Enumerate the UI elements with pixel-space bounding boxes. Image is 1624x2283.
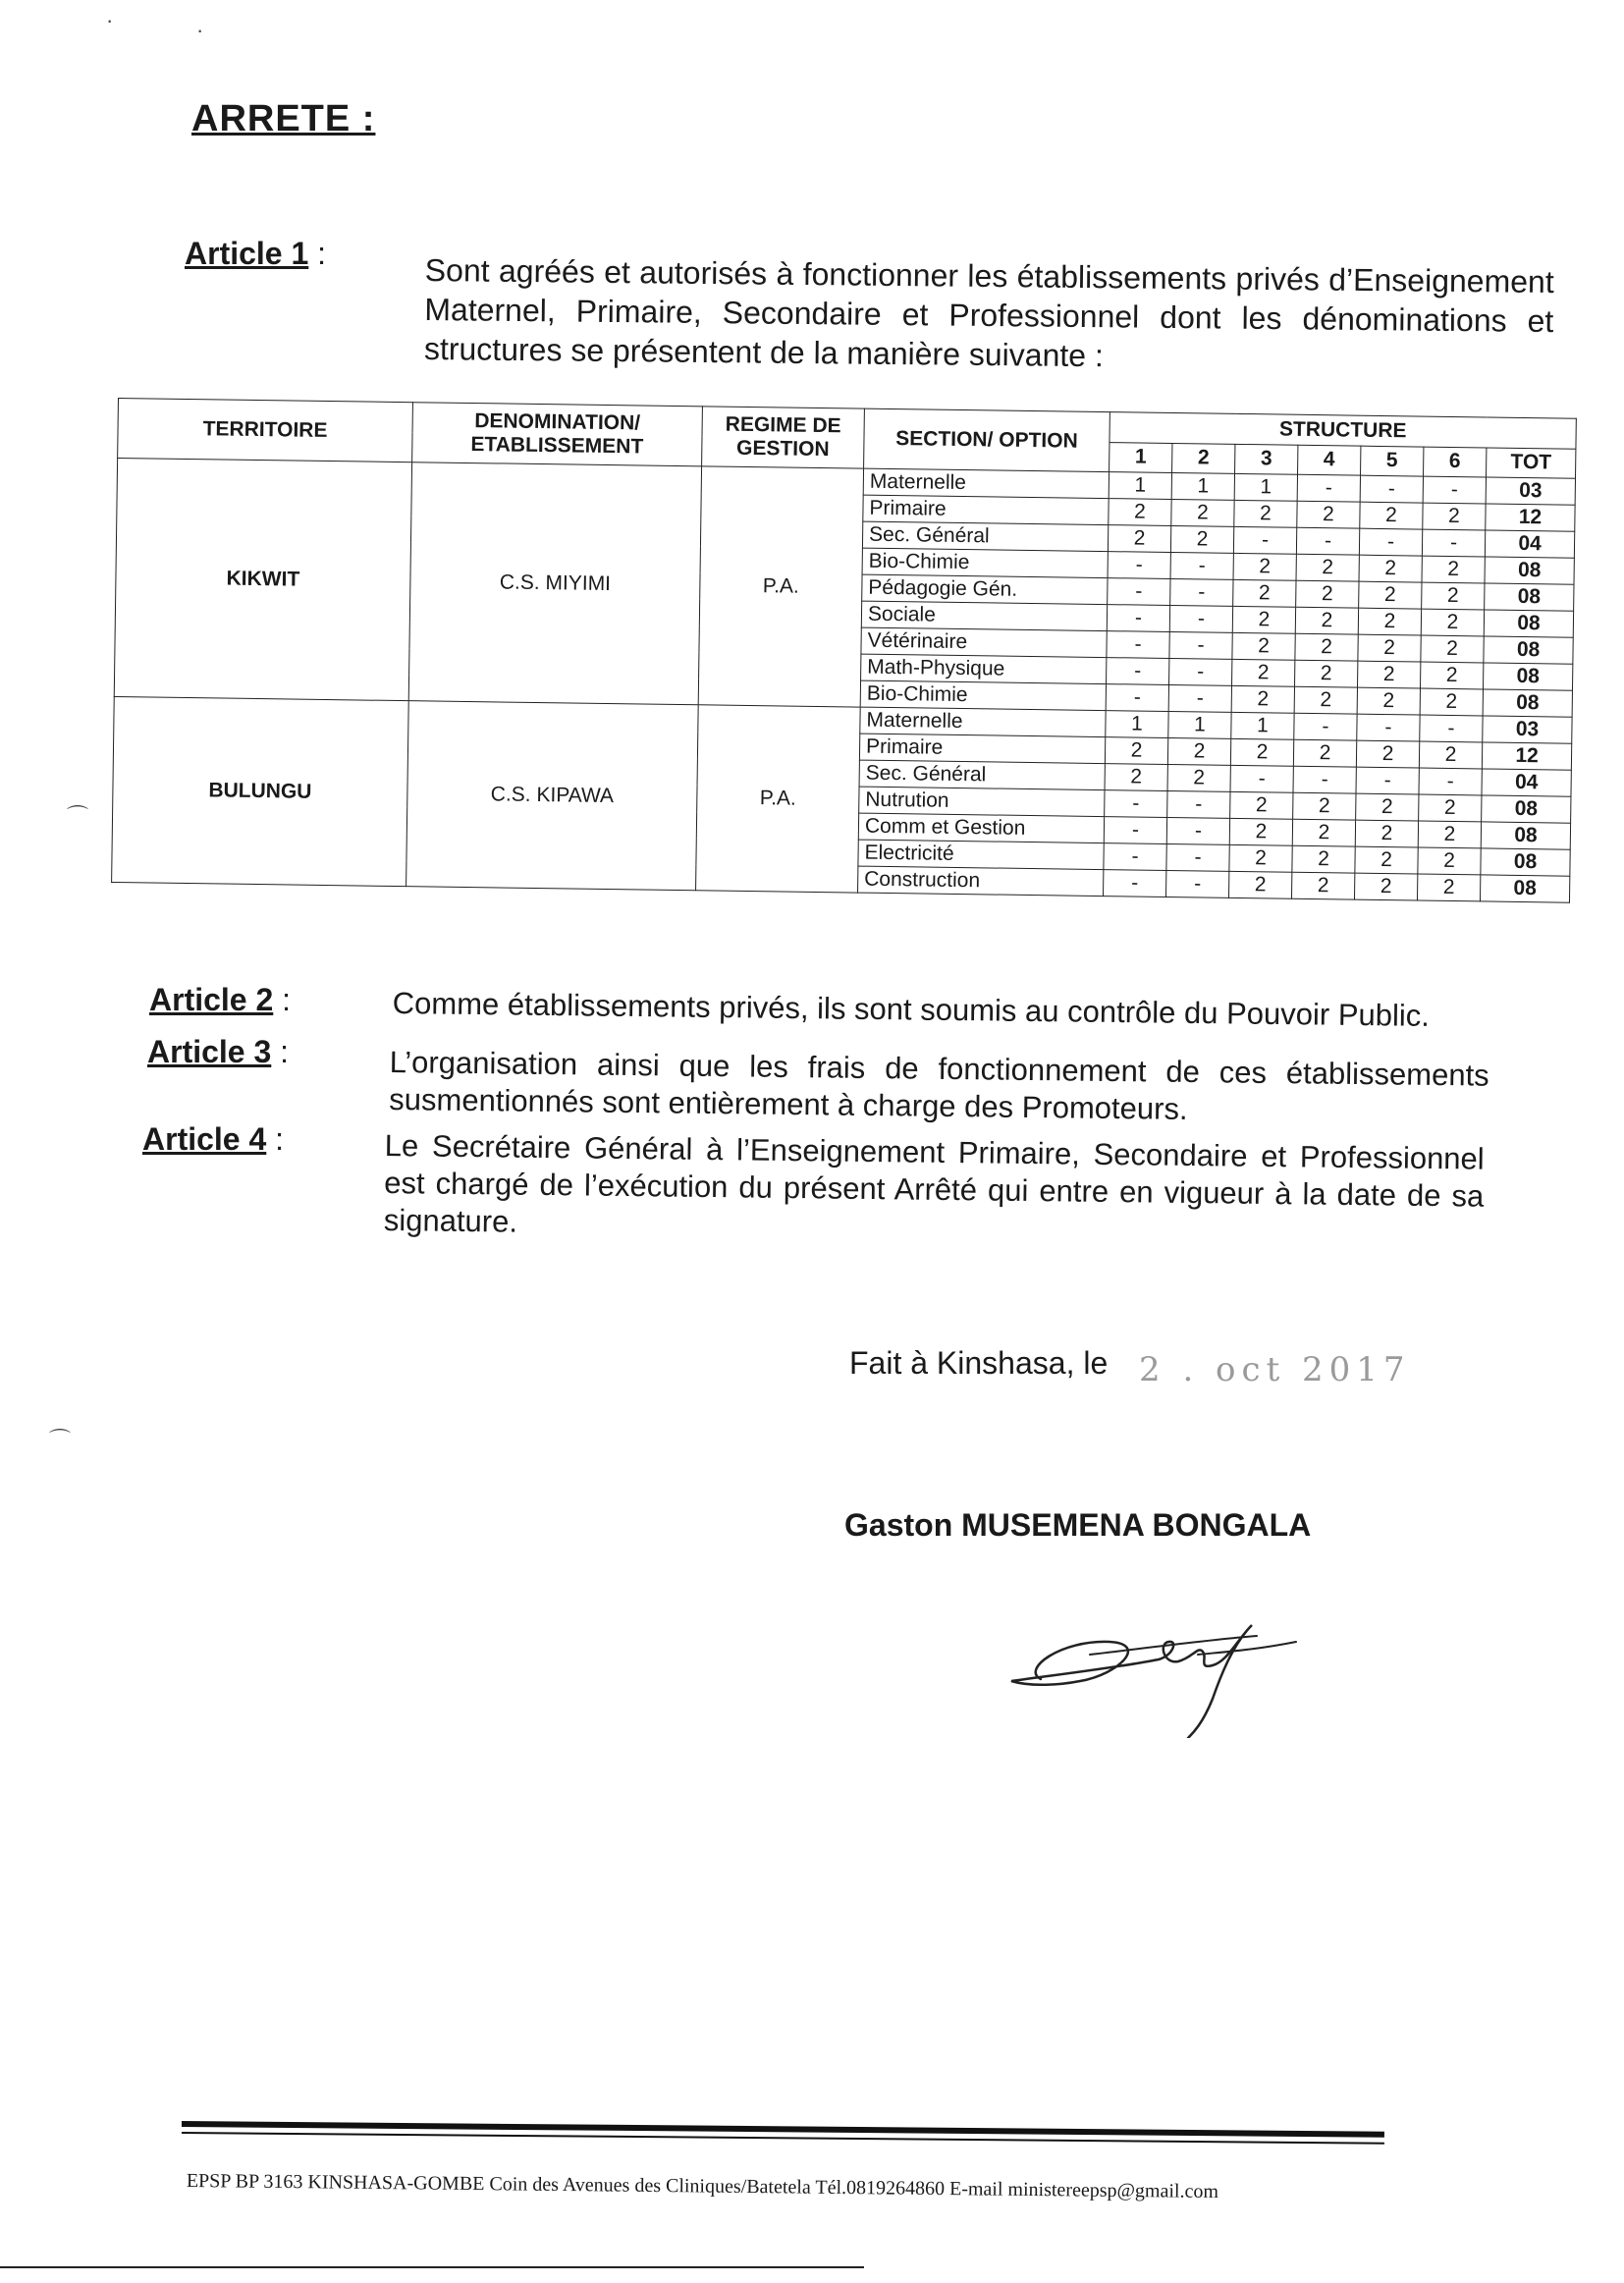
article-4-label (142, 1121, 284, 1158)
structure-cell: 2 (1422, 556, 1485, 583)
structure-cell: 2 (1422, 582, 1485, 610)
structure-cell: 2 (1293, 792, 1356, 820)
article-3-colon: : (271, 1034, 290, 1069)
structure-cell: - (1356, 767, 1419, 794)
structure-cell: 2 (1231, 685, 1294, 713)
structure-cell: 2 (1230, 791, 1293, 819)
structure-cell: - (1106, 684, 1168, 712)
structure-cell: 2 (1170, 525, 1233, 553)
structure-cell: - (1108, 578, 1170, 606)
option-cell: Bio-Chimie (862, 548, 1108, 577)
article-4-text: Le Secrétaire Général à l’Enseignement Primaire, Secondaire et Professionnel est chargé de l’exécution du présent Arrêté qui entre en vigueur à la date de sa signature. (383, 1127, 1485, 1239)
structure-cell: 2 (1359, 555, 1422, 582)
structure-cell: 2 (1171, 499, 1234, 526)
article-2-colon: : (273, 982, 292, 1017)
structure-cell: 2 (1295, 660, 1358, 687)
structure-cell: - (1166, 870, 1229, 897)
footer-address: EPSP BP 3163 KINSHASA-GOMBE Coin des Avenues des Cliniques/Batetela Tél.0819264860 E-mail ministereepsp@gmail.com (186, 2170, 1219, 2203)
header-col-5: 5 (1361, 446, 1424, 476)
structure-cell: - (1166, 817, 1229, 844)
structure-cell: - (1107, 658, 1169, 685)
structure-cell: 2 (1359, 581, 1422, 609)
total-cell: 08 (1481, 848, 1570, 876)
structure-cell: 2 (1421, 609, 1484, 636)
structure-cell: 2 (1418, 821, 1481, 848)
structure-cell: 1 (1109, 472, 1171, 500)
header-col-3: 3 (1235, 444, 1298, 474)
structure-table (111, 398, 1577, 903)
structure-cell: 2 (1358, 661, 1421, 688)
header-territoire: TERRITOIRE (118, 399, 413, 462)
option-cell: Sec. Général (862, 521, 1108, 551)
structure-cell: 2 (1297, 501, 1360, 528)
structure-cell: 2 (1167, 737, 1230, 765)
place-date-line: Fait à Kinshasa, le (849, 1345, 1109, 1381)
header-structure: STRUCTURE (1110, 412, 1576, 449)
structure-cell: 2 (1232, 632, 1295, 660)
regime-cell: P.A. (698, 466, 863, 707)
structure-cell: 2 (1355, 820, 1418, 847)
territoire-cell: KIKWIT (114, 459, 411, 701)
structure-cell: - (1359, 528, 1422, 556)
structure-cell: - (1422, 529, 1485, 557)
structure-cell: - (1297, 474, 1360, 502)
header-section: SECTION/ OPTION (864, 408, 1110, 471)
structure-cell: - (1104, 870, 1166, 897)
structure-cell: 2 (1229, 844, 1292, 872)
structure-cell: - (1107, 605, 1169, 632)
structure-cell: 2 (1419, 741, 1482, 769)
structure-cell: 2 (1419, 794, 1482, 822)
structure-cell: 2 (1296, 580, 1359, 608)
structure-cell: - (1167, 790, 1230, 818)
article-3-title: Article 3 (147, 1034, 272, 1069)
total-cell: 08 (1483, 689, 1572, 717)
article-1-label (185, 236, 326, 272)
header-col-4: 4 (1298, 445, 1361, 475)
option-cell: Electricité (858, 840, 1104, 869)
structure-cell: 2 (1420, 662, 1483, 689)
structure-cell: 2 (1105, 737, 1167, 765)
structure-cell: 2 (1295, 633, 1358, 661)
structure-cell: 2 (1233, 553, 1296, 580)
option-cell: Construction (858, 866, 1104, 896)
structure-cell: 2 (1358, 608, 1421, 635)
header-col-6: 6 (1424, 447, 1487, 477)
total-cell: 03 (1486, 477, 1575, 505)
total-cell: 08 (1485, 583, 1574, 611)
punch-mark: ⌒ (67, 804, 89, 829)
total-cell: 08 (1485, 557, 1574, 584)
option-cell: Math-Physique (861, 654, 1107, 683)
article-3-text: L’organisation ainsi que les frais de fonctionnement de ces établissements susmentionnés sont entièrement à charge des Promoteurs. (389, 1044, 1489, 1126)
structure-cell: 2 (1232, 606, 1295, 633)
total-cell: 08 (1482, 795, 1571, 823)
structure-cell: 2 (1358, 634, 1421, 662)
table-header-row (118, 399, 1576, 449)
total-cell: 12 (1486, 504, 1575, 531)
structure-cell: 2 (1293, 739, 1356, 767)
signer-name: Gaston MUSEMENA BONGALA (844, 1507, 1312, 1543)
handwritten-signature (1001, 1571, 1316, 1738)
option-cell: Nutrution (859, 787, 1105, 816)
header-col-2: 2 (1172, 443, 1235, 473)
total-cell: 08 (1484, 610, 1573, 637)
total-cell: 08 (1484, 636, 1573, 664)
total-cell: 03 (1483, 716, 1572, 743)
article-2-text: Comme établissements privés, ils sont soumis au contrôle du Pouvoir Public. (392, 985, 1431, 1033)
structure-cell: - (1357, 714, 1420, 741)
scan-mark: · (106, 8, 114, 32)
structure-cell: 2 (1420, 688, 1483, 716)
structure-cell: 1 (1234, 473, 1297, 501)
article-4-title: Article 4 (142, 1121, 267, 1157)
structure-cell: - (1170, 552, 1233, 579)
header-col-tot: TOT (1487, 447, 1577, 478)
structure-cell: 2 (1230, 738, 1293, 766)
structure-cell: 2 (1354, 873, 1417, 900)
option-cell: Bio-Chimie (860, 680, 1106, 710)
structure-cell: - (1168, 684, 1231, 712)
structure-cell: 2 (1292, 845, 1355, 873)
structure-cell: 2 (1294, 686, 1357, 714)
structure-cell: 2 (1357, 687, 1420, 715)
total-cell: 08 (1481, 822, 1570, 849)
structure-cell: 1 (1231, 712, 1294, 739)
structure-cell: - (1423, 476, 1486, 504)
structure-cell: 2 (1421, 635, 1484, 663)
date-stamp: 2 . oct 2017 (1139, 1350, 1411, 1389)
structure-cell: 2 (1355, 846, 1418, 874)
header-denomination: DENOMINATION/ ETABLISSEMENT (412, 403, 703, 466)
structure-cell: 2 (1229, 818, 1292, 845)
regime-cell: P.A. (696, 705, 861, 893)
structure-cell: 2 (1109, 499, 1171, 526)
article-1-text: Sont agréés et autorisés à fonctionner les établissements privés d’Enseignement Maternel, Primaire, Secondaire et Professionnel dont les dénominations et structures se présentent de la manière suivante : (423, 251, 1554, 374)
structure-cell: - (1169, 658, 1232, 685)
structure-cell: 2 (1292, 819, 1355, 846)
option-cell: Maternelle (860, 707, 1106, 736)
option-cell: Sec. Général (859, 760, 1105, 789)
structure-cell: 2 (1234, 500, 1297, 527)
structure-cell: - (1233, 526, 1296, 554)
etablissement-cell: C.S. KIPAWA (406, 701, 699, 891)
article-2-label (149, 982, 291, 1018)
article-4-colon: : (266, 1121, 285, 1157)
total-cell: 04 (1482, 769, 1571, 796)
article-1-colon: : (308, 236, 327, 271)
structure-cell: 2 (1232, 659, 1295, 686)
structure-cell: 1 (1106, 711, 1168, 738)
structure-cell: - (1420, 715, 1483, 742)
scan-mark: · (196, 18, 204, 42)
structure-cell: 2 (1295, 607, 1358, 634)
structure-cell: 2 (1105, 764, 1167, 791)
structure-cell: - (1104, 817, 1166, 844)
article-2-title: Article 2 (149, 982, 274, 1017)
territoire-cell: BULUNGU (112, 696, 409, 886)
structure-cell: - (1419, 768, 1482, 795)
structure-cell: 2 (1417, 874, 1480, 901)
total-cell: 08 (1480, 875, 1569, 902)
structure-cell: 2 (1228, 871, 1291, 898)
article-3-label (147, 1034, 289, 1070)
total-cell: 04 (1485, 530, 1574, 558)
structure-cell: 2 (1291, 872, 1354, 899)
structure-cell: 2 (1418, 847, 1481, 875)
structure-cell: - (1169, 631, 1232, 659)
option-cell: Comm et Gestion (858, 813, 1104, 843)
structure-cell: - (1166, 843, 1229, 871)
structure-cell: - (1294, 713, 1357, 740)
structure-cell: - (1296, 527, 1359, 555)
punch-mark: ⌒ (49, 1428, 72, 1452)
structure-cell: 2 (1356, 740, 1419, 768)
bottom-edge-line (0, 2266, 864, 2268)
structure-cell: - (1104, 843, 1166, 871)
structure-cell: - (1170, 578, 1233, 606)
option-cell: Primaire (863, 495, 1109, 524)
total-cell: 12 (1482, 742, 1571, 770)
header-regime: REGIME DE GESTION (702, 407, 865, 468)
header-col-1: 1 (1110, 442, 1172, 472)
structure-cell: - (1108, 552, 1170, 579)
structure-cell: - (1293, 766, 1356, 793)
structure-cell: - (1230, 765, 1293, 792)
option-cell: Pédagogie Gén. (862, 574, 1108, 604)
structure-cell: 1 (1168, 711, 1231, 738)
structure-cell: 2 (1423, 503, 1486, 530)
document-heading: ARRETE : (191, 98, 376, 139)
structure-cell: 2 (1296, 554, 1359, 581)
structure-cell: 2 (1108, 525, 1170, 553)
structure-cell: 2 (1233, 579, 1296, 607)
option-cell: Maternelle (863, 468, 1109, 498)
structure-cell: 2 (1167, 764, 1230, 791)
structure-cell: - (1169, 605, 1232, 632)
structure-cell: - (1107, 631, 1169, 659)
option-cell: Primaire (859, 734, 1105, 763)
total-cell: 08 (1483, 663, 1572, 690)
structure-cell: 2 (1360, 502, 1423, 529)
structure-cell: 2 (1356, 793, 1419, 821)
table-body (112, 459, 1576, 903)
structure-cell: 1 (1171, 472, 1234, 500)
option-cell: Sociale (861, 601, 1107, 630)
etablissement-cell: C.S. MIYIMI (408, 462, 701, 705)
structure-cell: - (1360, 475, 1423, 503)
article-1-title: Article 1 (185, 236, 309, 271)
structure-cell: - (1105, 790, 1167, 818)
option-cell: Vétérinaire (861, 627, 1107, 657)
